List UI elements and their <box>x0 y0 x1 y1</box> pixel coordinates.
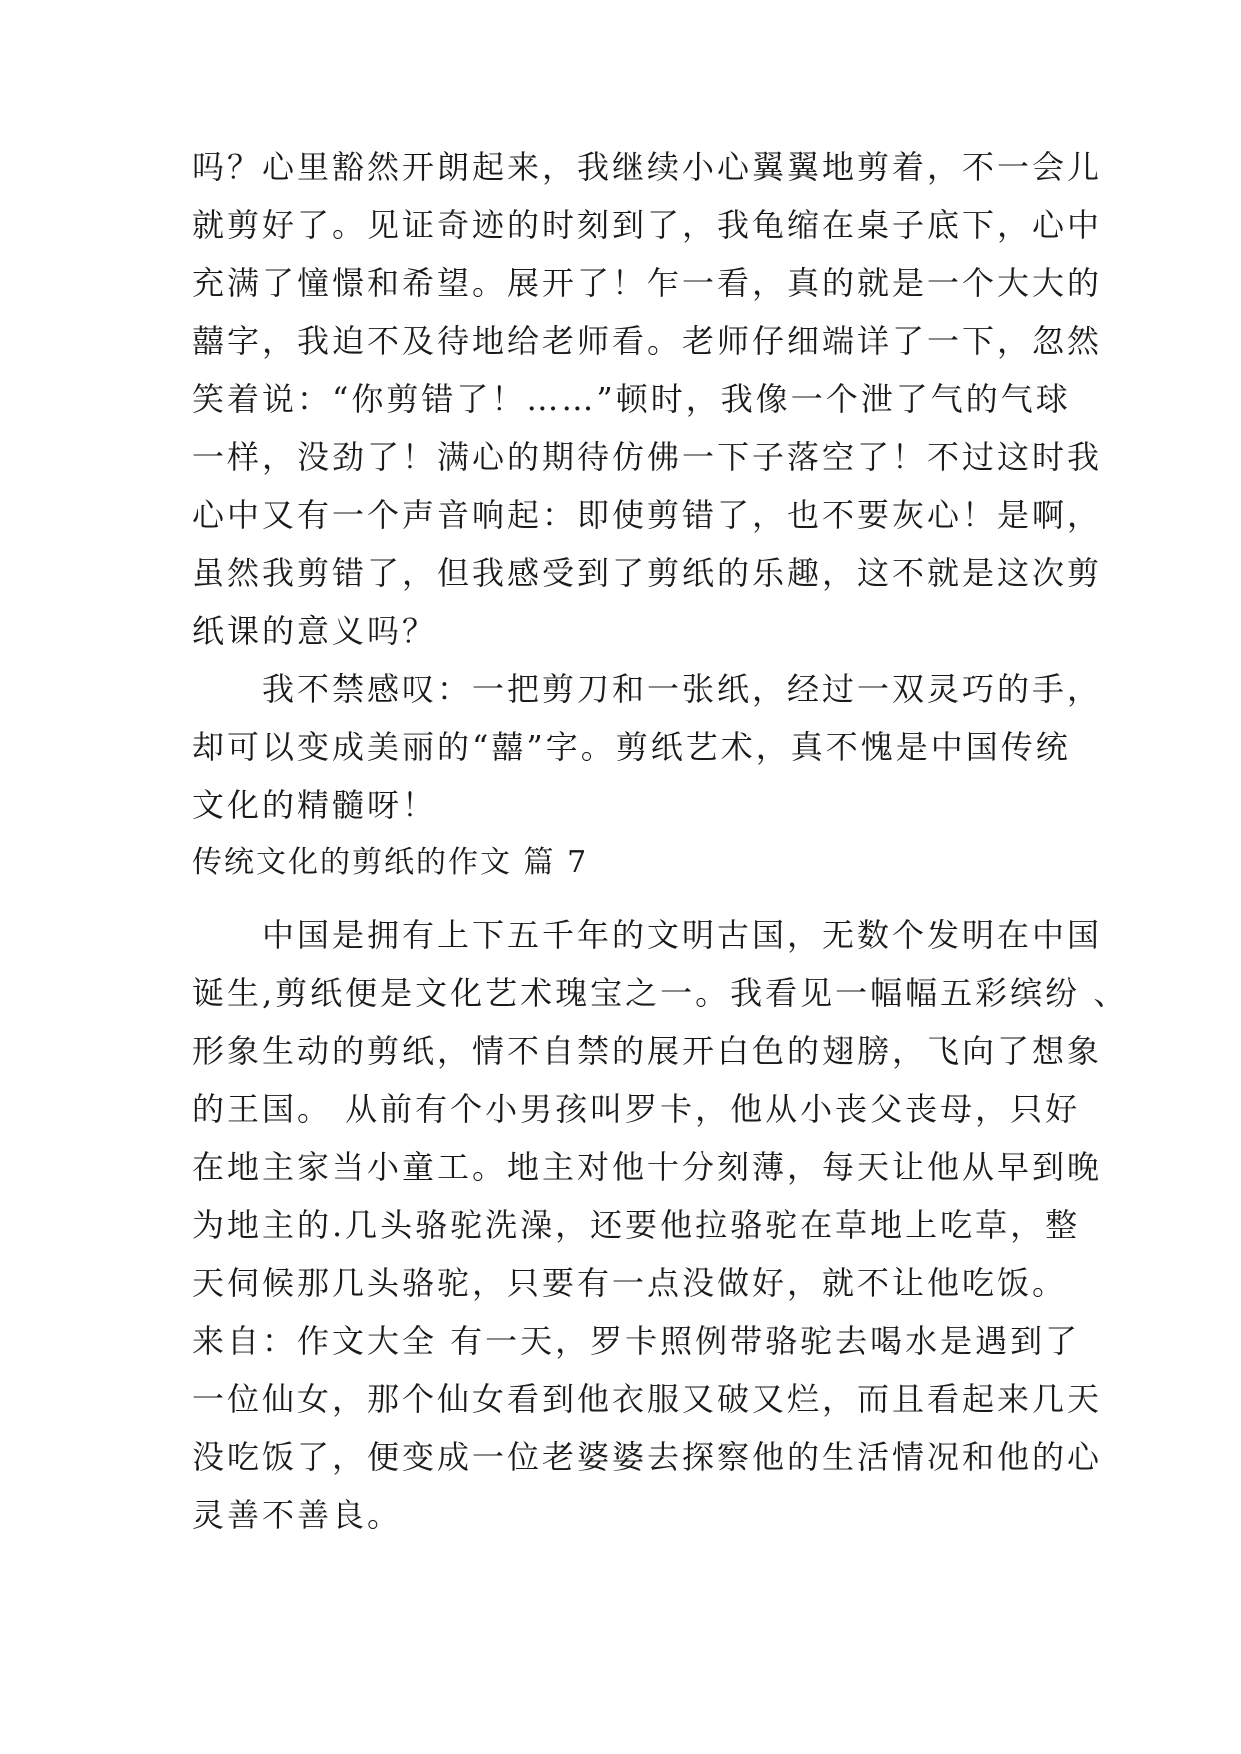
text-line: 笑着说：“你剪错了！……”顿时，我像一个泄了气的气球 <box>192 380 1071 418</box>
text-line: 一样，没劲了！满心的期待仿佛一下子落空了！不过这时我 <box>192 438 1103 476</box>
section-heading <box>192 834 1072 892</box>
text-line: 纸课的意义吗？ <box>192 612 438 650</box>
text-line: 形象生动的剪纸，情不自禁的展开白色的翅膀，飞向了想象 <box>192 1032 1103 1070</box>
paragraph-conclusion <box>192 660 1103 834</box>
essay-title: 传统文化的剪纸的作文 篇 7 <box>192 845 589 880</box>
text-line: 天伺候那几头骆驼，只要有一点没做好，就不让他吃饭。 <box>192 1264 1068 1302</box>
text-line: 文化的精髓呀！ <box>192 786 438 824</box>
text-line: 没吃饭了，便变成一位老婆婆去探察他的生活情况和他的心 <box>192 1438 1103 1476</box>
text-line: 吗？心里豁然开朗起来，我继续小心翼翼地剪着，不一会儿 <box>192 148 1103 186</box>
text-line: 一位仙女，那个仙女看到他衣服又破又烂，而且看起来几天 <box>192 1380 1103 1418</box>
text-line: 却可以变成美丽的“囍”字。剪纸艺术，真不愧是中国传统 <box>192 728 1071 766</box>
text-line: 灵善不善良。 <box>192 1496 403 1534</box>
text-line: 中国是拥有上下五千年的文明古国，无数个发明在中国 <box>192 916 1103 954</box>
text-line: 就剪好了。见证奇迹的时刻到了，我龟缩在桌子底下，心中 <box>192 206 1103 244</box>
text-line: 充满了憧憬和希望。展开了！乍一看，真的就是一个大大的 <box>192 264 1103 302</box>
text-line: 囍字，我迫不及待地给老师看。老师仔细端详了一下，忽然 <box>192 322 1103 360</box>
text-line: 的王国。 从前有个小男孩叫罗卡，他从小丧父丧母，只好 <box>192 1090 1081 1128</box>
text-line: 来自：作文大全 有一天，罗卡照例带骆驼去喝水是遇到了 <box>192 1322 1081 1360</box>
paragraph-continued <box>192 138 1103 660</box>
text-line: 心中又有一个声音响起：即使剪错了，也不要灰心！是啊， <box>192 496 1103 534</box>
text-line: 为地主的.几头骆驼洗澡，还要他拉骆驼在草地上吃草，整 <box>192 1206 1081 1244</box>
text-line: 虽然我剪错了，但我感受到了剪纸的乐趣，这不就是这次剪 <box>192 554 1103 592</box>
text-line: 在地主家当小童工。地主对他十分刻薄，每天让他从早到晚 <box>192 1148 1103 1186</box>
text-line: 诞生,剪纸便是文化艺术瑰宝之一。我看见一幅幅五彩缤纷 、 <box>192 974 1129 1012</box>
text-line: 我不禁感叹：一把剪刀和一张纸，经过一双灵巧的手， <box>192 670 1103 708</box>
section7-body <box>192 906 1129 1544</box>
